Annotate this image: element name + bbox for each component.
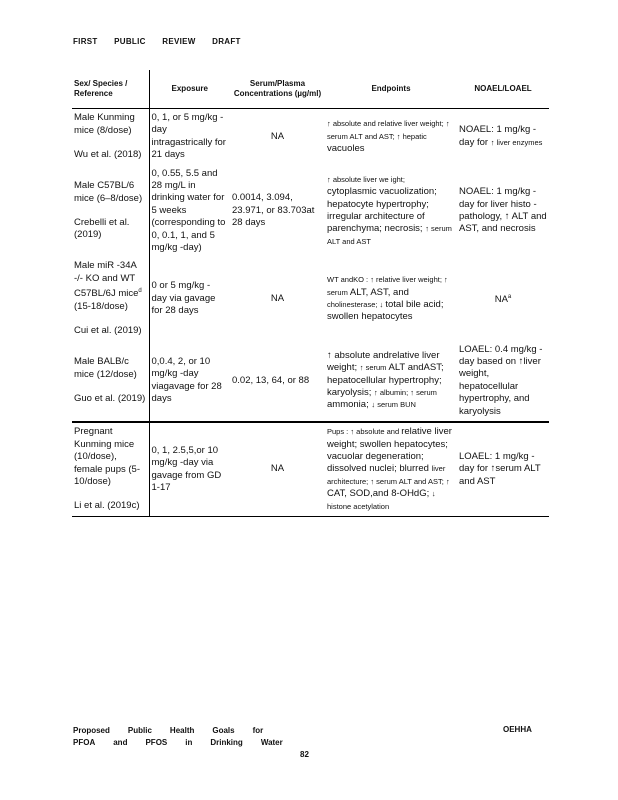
small-text: Pups : ↑ absolute and: [327, 427, 402, 437]
small-text: WT andKO : ↑ relative liver weight; ↑ serum: [327, 275, 448, 297]
endpoints-cell: [325, 109, 457, 165]
text: ammonia;: [327, 399, 372, 411]
serum-cell: NA: [270, 292, 285, 304]
header-word: PUBLIC: [114, 37, 146, 46]
species-text: (15-18/dose): [74, 300, 128, 312]
species-text: Male BALB/c mice (12/dose): [74, 356, 137, 380]
small-text: liver architecture; ↑ serum ALT and AST; ↑: [327, 464, 450, 486]
footer-word: Drinking: [210, 738, 243, 747]
serum-cell: 0.0014, 3.094, 23.971, or 83.703at 28 days: [232, 192, 315, 229]
text: relative liver weight; swollen hepatocytes; vacuolar degeneration; dissolved nuclei; blurred: [327, 426, 452, 475]
footer-word: PFOA: [73, 738, 96, 747]
hepatic-effects-table: [72, 70, 549, 517]
footnote-marker: a: [507, 294, 512, 301]
col-header-endpoints: Endpoints: [325, 70, 457, 109]
species-cell: [72, 165, 149, 258]
col-header-species: Sex/ Species / Reference: [72, 70, 149, 109]
text: cytoplasmic vacuolization; hepatocyte hypertrophy; irregular architecture of parenchyma; necrosis;: [327, 186, 437, 235]
text: ↑ absolute andrelative liver weight;: [327, 349, 440, 374]
serum-cell: 0.02, 13, 64, or 88: [232, 374, 310, 386]
footer-word: and: [113, 738, 128, 747]
reference-text: Guo et al. (2019): [74, 393, 146, 405]
small-text: ↑ absolute liver we ight;: [327, 174, 405, 184]
noael-cell: [457, 109, 549, 165]
reference-text: Crebelli et al. (2019): [74, 217, 130, 241]
text: NA: [494, 294, 508, 306]
footer-title: [73, 725, 301, 749]
footer-word: in: [185, 738, 193, 747]
species-cell: [72, 341, 149, 422]
noael-cell: [457, 165, 549, 258]
running-header: [73, 37, 255, 46]
serum-cell: NA: [270, 130, 285, 142]
footnote-marker: d: [138, 288, 142, 295]
footer-word: PFOS: [145, 738, 168, 747]
species-text: Pregnant Kunming mice (10/dose), female pups (5-10/dose): [74, 426, 141, 487]
reference-text: Cui et al. (2019): [74, 325, 142, 337]
text: ALT, AST, and: [349, 286, 409, 298]
table-row: [72, 257, 549, 340]
footer-word: Public: [127, 726, 152, 735]
text: total bile acid; swollen hepatocytes: [327, 299, 444, 323]
table-row: [72, 341, 549, 422]
text: ALT andAST; hepatocellular hypertrophy; karyolysis;: [327, 362, 444, 399]
text: LOAEL: 0.4 mg/kg -day based on ↑liver weight, hepatocellular hypertrophy, and karyolysis: [459, 343, 543, 417]
reference-text: Wu et al. (2018): [74, 149, 142, 161]
species-cell: [72, 422, 149, 516]
small-text: ↑ absolute and relative liver weight; ↑ serum ALT and AST; ↑ hepatic: [327, 119, 450, 141]
species-text: Male miR -34A -/- KO and WT C57BL/6J mice: [74, 260, 139, 300]
col-header-exposure: Exposure: [149, 70, 230, 109]
footer-org: OEHHA: [503, 725, 532, 734]
footer-line-2: [73, 737, 301, 749]
exposure-cell: 0 or 5 mg/kg - day via gavage for 28 days: [151, 280, 216, 317]
species-text: Male Kunming mice (8/dose): [74, 112, 135, 136]
endpoints-cell: [325, 257, 457, 340]
page-number: 82: [300, 750, 309, 759]
footer-line-1: [73, 725, 301, 737]
small-text: ↑ liver enzymes: [490, 137, 543, 147]
header-word: REVIEW: [162, 37, 196, 46]
exposure-cell: 0, 1, 2.5,5,or 10 mg/kg -day via gavage from GD 1-17: [149, 422, 230, 516]
text: NOAEL: 1 mg/kg -day for: [459, 124, 537, 148]
endpoints-cell: [325, 341, 457, 422]
text: CAT, SOD,and 8-OHdG;: [327, 488, 432, 500]
small-text: ↓ serum BUN: [371, 400, 416, 410]
small-text: ↑ albumin; ↑ serum: [373, 388, 437, 398]
footer-word: Water: [260, 738, 283, 747]
header-word: FIRST: [73, 37, 98, 46]
noael-cell: [457, 422, 549, 516]
small-text: ↑ serum: [359, 363, 389, 373]
exposure-cell: 0, 0.55, 5.5 and 28 mg/L in drinking water for 5 weeks (corresponding to 0, 0.1, 1, and 5 mg/kg -day): [151, 167, 226, 254]
species-text: Male C57BL/6 mice (6–8/dose): [74, 180, 143, 204]
footer-word: Proposed: [73, 726, 110, 735]
table-body: [72, 109, 549, 517]
table-row: [72, 165, 549, 258]
table-row: [72, 109, 549, 165]
text: vacuoles: [327, 143, 365, 155]
table-row: [72, 422, 549, 516]
serum-cell: NA: [230, 422, 325, 516]
endpoints-cell: [325, 165, 457, 258]
exposure-cell: 0,0.4, 2, or 10 mg/kg -day viagavage for 28 days: [151, 356, 222, 405]
species-cell: [72, 257, 149, 340]
text: LOAEL: 1 mg/kg -day for ↑serum ALT and AST: [459, 450, 541, 487]
noael-cell: [457, 341, 549, 422]
noael-cell: [457, 257, 549, 340]
exposure-cell: 0, 1, or 5 mg/kg -day intragastrically for 21 days: [151, 112, 226, 161]
text: NOAEL: 1 mg/kg -day for liver histo - pathology, ↑ ALT and AST, and necrosis: [459, 186, 547, 235]
small-text: ↓ histone acetylation: [327, 489, 436, 511]
footer-word: Goals: [212, 726, 235, 735]
small-text: cholinesterase; ↓: [327, 300, 386, 310]
col-header-noael: NOAEL/LOAEL: [457, 70, 549, 109]
footer-word: Health: [169, 726, 195, 735]
footer-word: for: [252, 726, 264, 735]
table-header-row: [72, 70, 549, 109]
endpoints-cell: [325, 422, 457, 516]
header-word: DRAFT: [212, 37, 241, 46]
small-text: ↑ serum ALT and AST: [327, 224, 452, 246]
species-cell: [72, 109, 149, 165]
col-header-serum: Serum/Plasma Concentrations (µg/ml): [230, 70, 325, 109]
reference-text: Li et al. (2019c): [74, 500, 140, 512]
